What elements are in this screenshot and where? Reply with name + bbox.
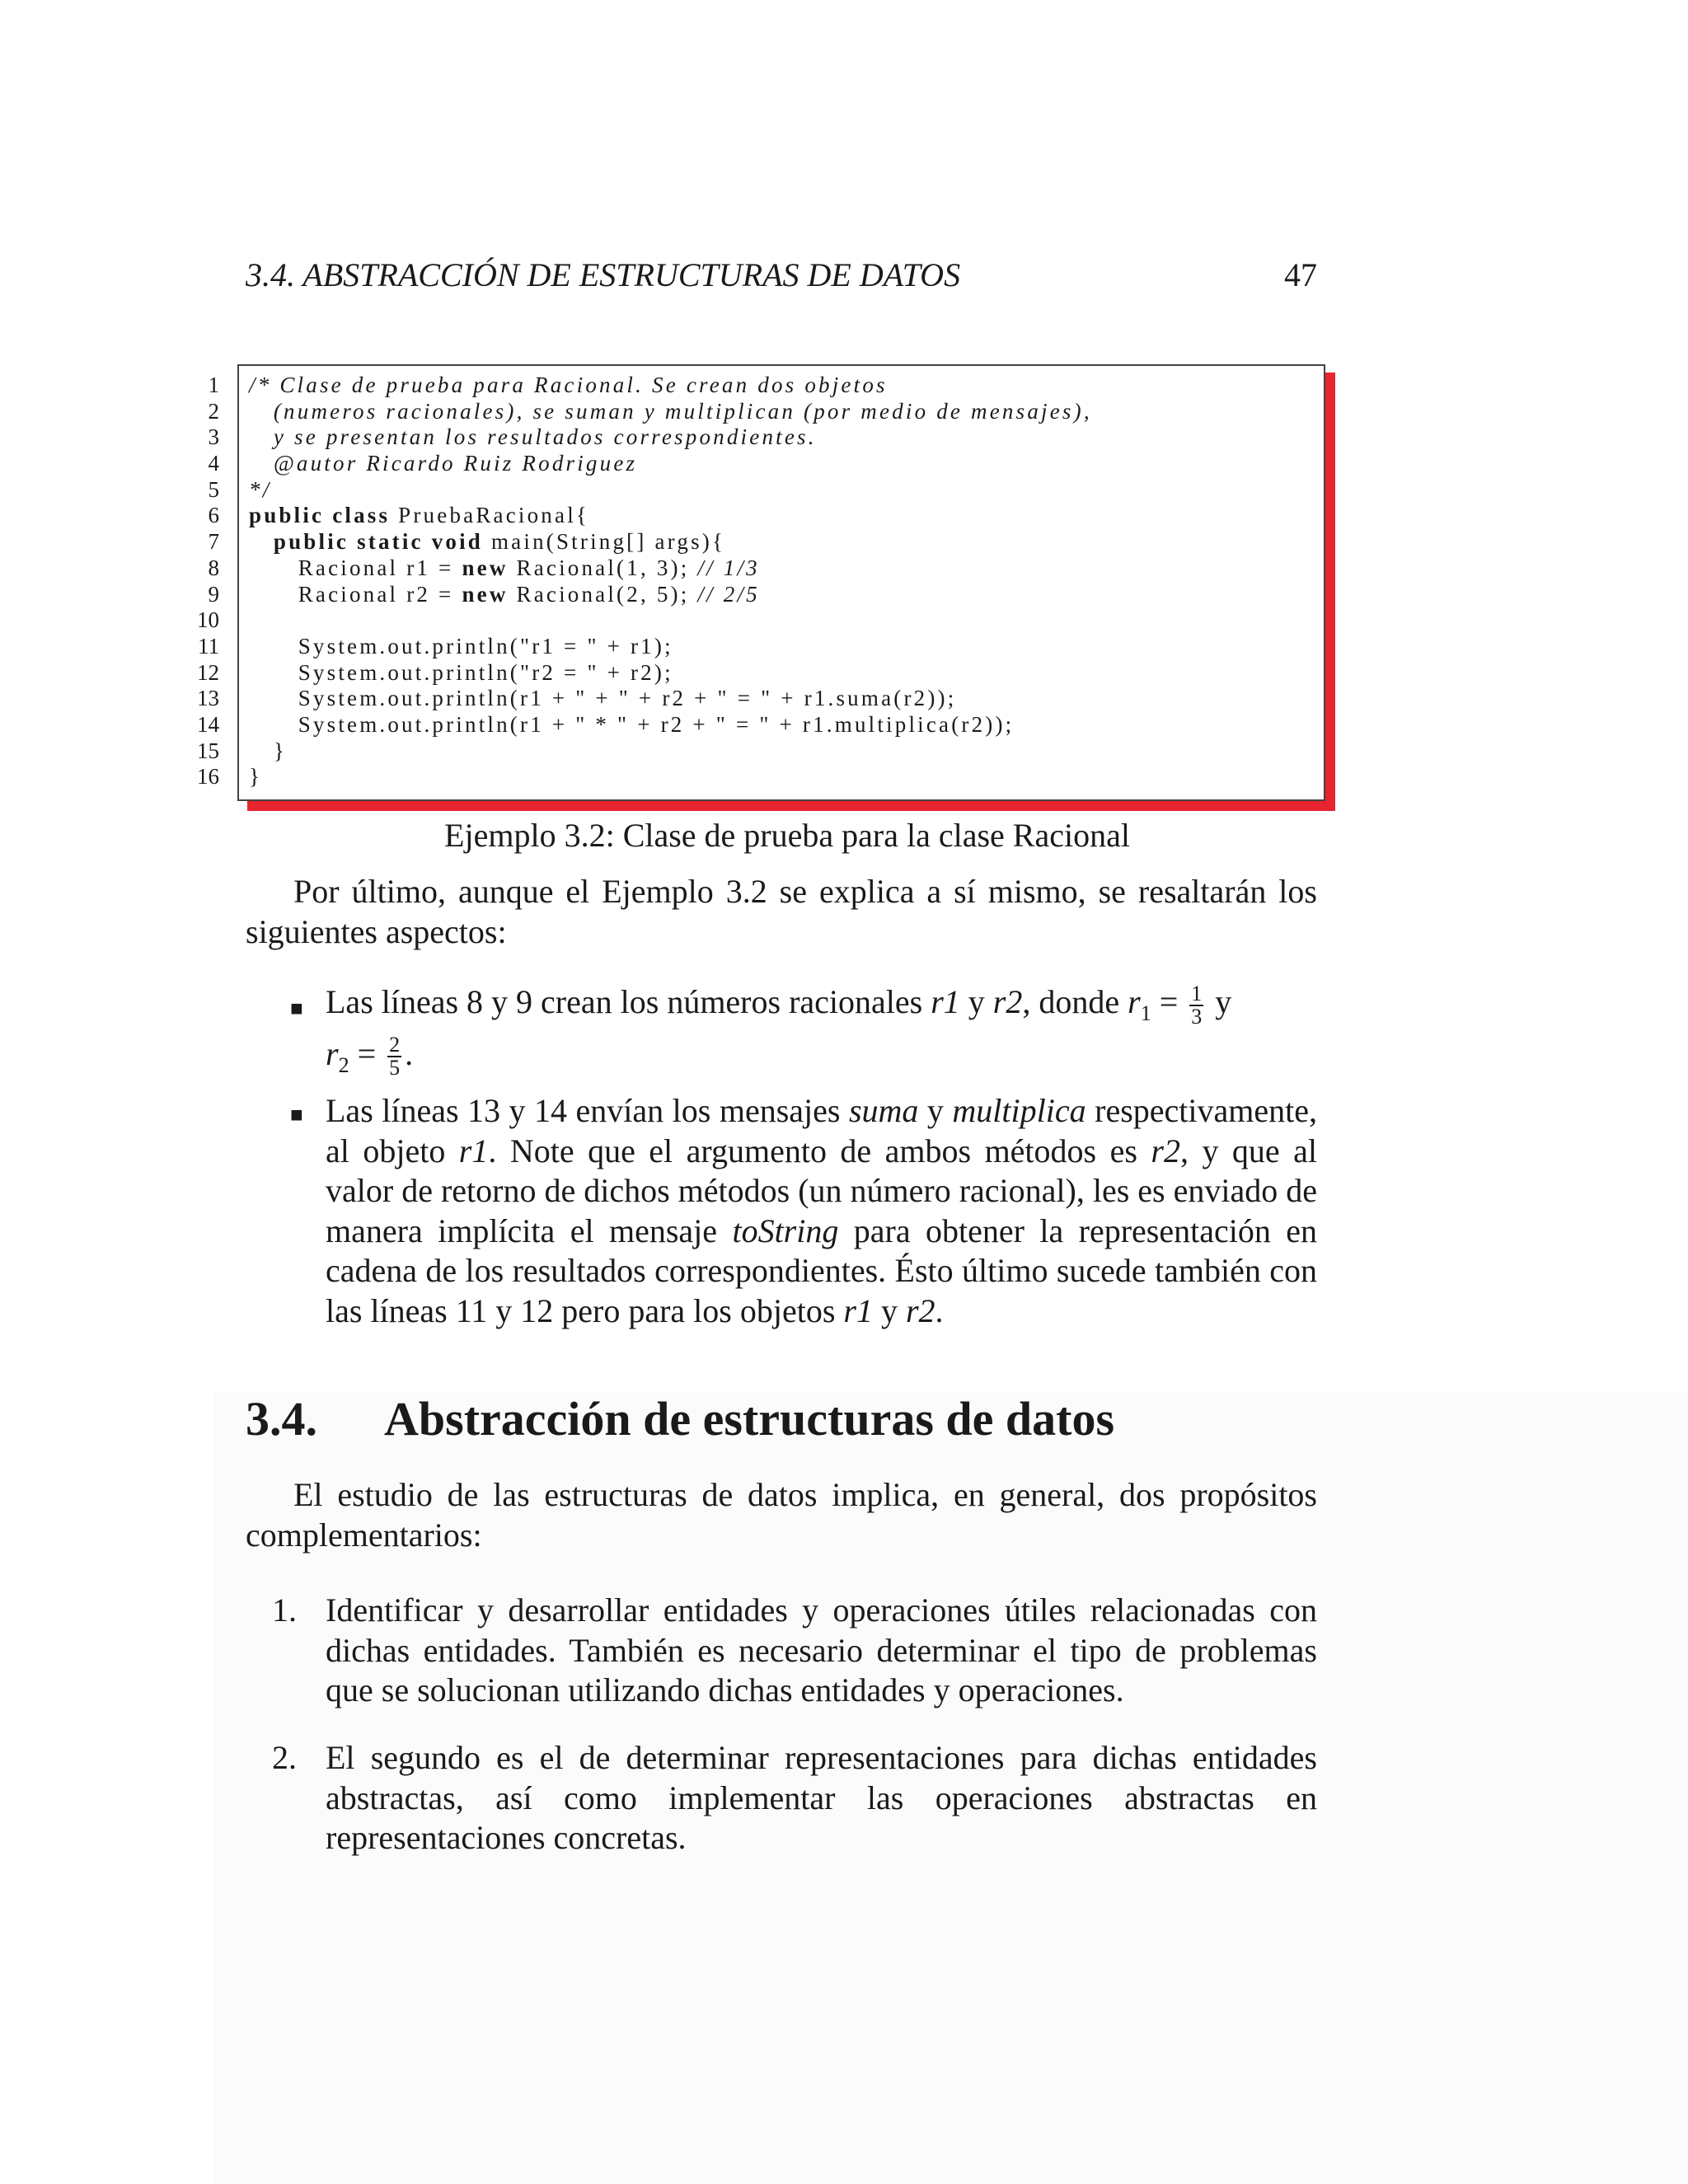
section-title: Abstracción de estructuras de datos: [384, 1392, 1115, 1446]
enum-number-1: 1.: [272, 1591, 297, 1629]
code-line: System.out.println(r1 + " + " + r2 + " = " + r1.suma(r2));: [249, 686, 957, 711]
page-number: 47: [1284, 256, 1317, 293]
code-line: Racional r1 = new Racional(1, 3); // 1/3: [249, 555, 760, 580]
code-line: }: [249, 738, 288, 763]
code-line-number: 9: [208, 581, 219, 607]
section-number: 3.4.: [246, 1392, 317, 1446]
code-line: @autor Ricardo Ruiz Rodriguez: [249, 451, 638, 476]
bullet-item-2: Las líneas 13 y 14 envían los mensajes suma y multiplica respectivamente, al objeto r1. Note que el argumento de ambos métodos es r2, y que al valor de retorno de dichos métodos (un número racional), les es enviado de manera implícita el mensaje toString para obtener la representación en cadena de los resultados correspondientes. Ésto último sucede también con las líneas 11 y 12 pero para los objetos r1 y r2.: [326, 1092, 1318, 1329]
running-head-title: 3.4. ABSTRACCIÓN DE ESTRUCTURAS DE DATOS: [246, 256, 961, 293]
code-line-number: 11: [198, 633, 219, 658]
code-line-number: 1: [208, 373, 219, 397]
code-line-number: 5: [208, 476, 219, 502]
code-line-number: 12: [197, 659, 219, 685]
code-line: y se presentan los resultados correspondientes.: [249, 424, 817, 450]
code-line-numbers: [190, 373, 219, 790]
code-lines: [249, 373, 1315, 790]
code-line: */: [249, 476, 272, 502]
code-line-number: 7: [208, 529, 219, 555]
section-paragraph: El estudio de las estructuras de datos implica, en general, dos propósitos complementarios:: [246, 1476, 1317, 1554]
code-line-number: 15: [197, 738, 219, 763]
intro-paragraph: Por último, aunque el Ejemplo 3.2 se explica a sí mismo, se resaltarán los siguientes aspectos:: [246, 873, 1317, 950]
code-line-number: 14: [197, 711, 219, 737]
code-line: System.out.println(r1 + " * " + r2 + " = " + r1.multiplica(r2));: [249, 711, 1015, 737]
code-line: [249, 607, 1315, 634]
enum-item-2: El segundo es el de determinar representaciones para dichas entidades abstractas, así como implementar las operaciones abstractas en representaciones concretas.: [326, 1739, 1317, 1856]
code-line: (numeros racionales), se suman y multiplican (por medio de mensajes),: [249, 398, 1092, 424]
fraction-one-third: $\frac{1}{3}$: [1191, 981, 1203, 1029]
bullet-marker: ■: [290, 996, 303, 1020]
code-line-number: 6: [208, 503, 219, 528]
enum-item-1: Identificar y desarrollar entidades y operaciones útiles relacionadas con dichas entidades. También es necesario determinar el tipo de problemas que se solucionan utilizando dichas entidades y operaciones.: [326, 1591, 1317, 1708]
code-line: public class PruebaRacional{: [249, 503, 590, 528]
code-line-number: 16: [197, 764, 219, 790]
code-line: Racional r2 = new Racional(2, 5); // 2/5: [249, 581, 760, 607]
section-heading: [246, 1391, 1114, 1446]
code-line-number: 4: [208, 451, 219, 476]
enum-number-2: 2.: [272, 1739, 297, 1776]
code-line-number: 13: [197, 686, 219, 711]
code-line-number: 10: [197, 607, 219, 633]
listing-caption: Ejemplo 3.2: Clase de prueba para la clase Racional: [444, 817, 1130, 854]
running-head: [246, 255, 1317, 294]
code-line: System.out.println("r1 = " + r1);: [249, 633, 673, 658]
bullet-marker: ■: [290, 1103, 303, 1127]
code-line-number: 8: [208, 555, 219, 580]
code-listing: [237, 364, 1325, 801]
code-line-number: 2: [208, 398, 219, 424]
fraction-two-fifths: $\frac{2}{5}$: [389, 1033, 401, 1080]
code-line: System.out.println("r2 = " + r2);: [249, 659, 673, 685]
code-line-number: 3: [208, 424, 219, 450]
code-line: public static void main(String[] args){: [273, 529, 726, 555]
bullet-item-1: Las líneas 8 y 9 crean los números racionales r1 y r2, donde $r_1$ = $\frac{1}{3}$ y $r_2$ = $\frac{2}{5}$ .: [326, 981, 1232, 1080]
code-line: }: [249, 764, 263, 790]
code-line: /* Clase de prueba para Racional. Se crean dos objetos: [249, 373, 888, 397]
